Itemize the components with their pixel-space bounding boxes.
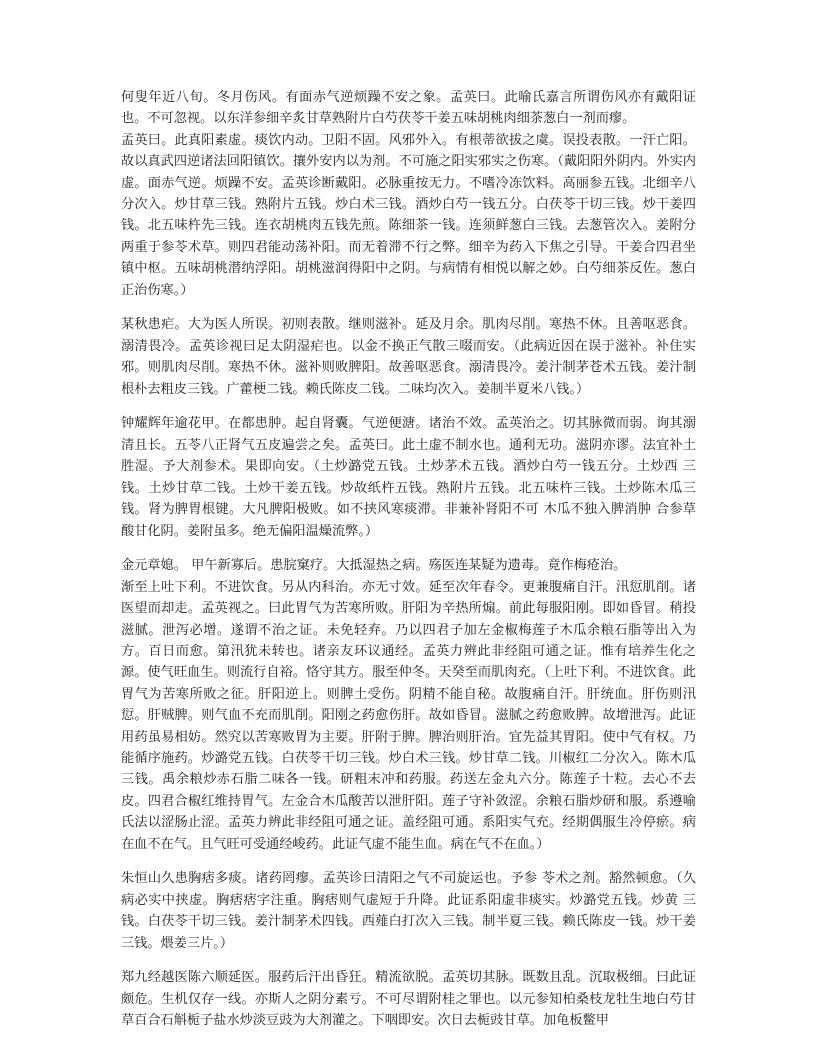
case-record-4 bbox=[121, 555, 696, 855]
case-record-2 bbox=[121, 314, 696, 400]
case-3-paragraph-1: 钟耀辉年逾花甲。在都患肿。起自肾囊。气逆便溏。诸治不效。孟英治之。切其脉微而弱。询其溺清且长。五苓八正肾气五皮遍尝之矣。孟英曰。此土虚不制水也。通利无功。滋阴亦谬。法宜补土胜湿。予大剂参术。果即向安。（土炒潞党五钱。土炒茅术五钱。酒炒白芍一钱五分。土炒西 三钱。土炒甘草二钱。土炒干姜五钱。炒故纸杵五钱。熟附片五钱。北五味杵三钱。土炒陈木瓜三钱。肾为脾胃根键。大凡脾阳极败。如不挟风寒痰滞。非兼补肾阳不可 木瓜不独入脾消肿 合参草 酸甘化阴。姜附虽多。绝无偏阳温燥流弊。） bbox=[121, 416, 701, 539]
document-page bbox=[121, 87, 701, 1045]
case-5-paragraph-1: 朱恒山久患胸痞多痰。诸药罔瘳。孟英诊曰清阳之气不司旋运也。予参 苓术之剂。豁然顿愈。（久病必实中挟虚。胸痞痞字注重。胸痞则气虚短于升降。此证系阳虚非痰实。炒潞党五钱。炒黄 三钱。白茯苓干切三钱。姜汁制茅术四钱。西薤白打次入三钱。制半夏三钱。赖氏陈皮一钱。炒干姜三钱。煨姜三片。） bbox=[121, 871, 696, 951]
case-record-5 bbox=[121, 868, 696, 954]
case-record-6 bbox=[121, 967, 696, 1031]
case-1-paragraph-2: 孟英曰。此真阳素虚。痰饮内动。卫阳不固。风邪外入。有根蒂欲拔之虞。误投表散。一汗亡阳。故以真武四逆诸法回阳镇饮。攘外安内以为剂。不可施之阳实邪实之伤寒。（戴阳阳外阴内。外实内虚。面赤气逆。烦躁不安。孟英诊断戴阳。必脉重按无力。不嗜冷冻饮料。高丽参五钱。北细辛八分次入。炒甘草三钱。熟附片五钱。炒白术三钱。酒炒白芍一钱五分。白茯苓干切三钱。炒干姜四钱。北五味杵先三钱。连衣胡桃肉五钱先煎。陈细茶一钱。连须鲜葱白三钱。去葱管次入。姜附分两重于参苓术草。则四君能动荡补阳。而无着滞不行之弊。细辛为药入下焦之引导。干姜合四君坐镇中枢。五味胡桃潜纳浮阳。胡桃滋润得阳中之阴。与病情有相悦以解之妙。白芍细茶反佐。葱白正治伤寒。） bbox=[121, 132, 696, 298]
case-1-paragraph-1: 何叟年近八旬。冬月伤风。有面赤气逆烦躁不安之象。孟英曰。此喻氏嘉言所谓伤风亦有戴阳证也。不可忽视。以东洋参细辛炙甘草熟附片白芍茯苓干姜五味胡桃肉细茶葱白一剂而瘳。 bbox=[121, 90, 696, 127]
case-4-paragraph-1: 金元章媳。 甲午新寡后。患脘窠疗。大抵湿热之病。殇医连某疑为遗毒。竟作梅疮治。 bbox=[121, 558, 627, 574]
case-record-3 bbox=[121, 413, 701, 541]
case-4-paragraph-2: 渐至上吐下利。不进饮食。另从内科治。亦无寸效。延至次年春令。更兼腹痛自汗。汛愆肌削。诸医望而却走。孟英视之。曰此胃气为苦寒所败。肝阳为辛热所煽。前此每服阳刚。即如昏冒。稍投滋腻。泄泻必增。遂谓不治之证。未免轻弃。乃以四君子加左金椒梅莲子木瓜余粮石脂等出入为方。百日而愈。第汛犹未转也。诸亲友环议通经。孟英力辨此非经阻可通之证。惟有培养生化之源。使气旺血生。则流行自裕。恪守其方。服至仲冬。天癸至而肌肉充。（上吐下利。不进饮食。此胃气为苦寒所败之征。肝阳逆上。则脾土受伤。阴精不能自秘。故腹痛自汗。肝统血。肝伤则汛愆。肝贼脾。则气血不充而肌削。阳刚之药愈伤肝。故如昏冒。滋腻之药愈败脾。故增泄泻。此证用药虽易相妨。然究以苦寒败胃为主要。肝附于脾。脾治则肝治。宜先益其胃阳。使中气有权。乃能循序施药。炒潞党五钱。白茯苓干切三钱。炒白术三钱。炒甘草二钱。川椒红二分次入。陈木瓜三钱。禹余粮炒赤石脂二味各一钱。研粗末冲和药服。药送左金丸六分。陈莲子十粒。去心不去皮。四君合椒红维持胃气。左金合木瓜酸苦以泄肝阳。莲子守补敛涩。余粮石脂炒研和服。系遵喻氏法以涩肠止涩。孟英力辨此非经阻可通之证。盖经阻可通。系阳实气充。经期偶服生冷停瘀。病在血不在气。且气旺可受通经峻药。此证气虚不能生血。病在气不在血。） bbox=[121, 579, 696, 852]
case-record-1 bbox=[121, 87, 696, 301]
case-6-paragraph-1: 郑九经越医陈六顺延医。服药后汗出昏狂。精流欲脱。孟英切其脉。既数且乱。沉取极细。曰此证颇危。生机仅存一线。亦斯人之阴分素亏。不可尽谓附桂之罪也。以元参知柏桑枝龙牡生地白芍甘草百合石斛栀子盐水炒淡豆豉为大剂灌之。下咽即安。次日去栀豉甘草。加龟板鳖甲 bbox=[121, 970, 696, 1029]
case-2-paragraph-1: 某秋患疟。大为医人所误。初则表散。继则滋补。延及月余。肌肉尽削。寒热不休。且善呕恶食。溺清畏冷。孟英诊视曰足太阴湿疟也。以金不换正气散三啜而安。（此病近因在误于滋补。补住实邪。则肌肉尽削。寒热不休。滋补则败脾阳。故善呕恶食。溺清畏冷。姜汁制茅苍术五钱。姜汁制根朴去粗皮三钱。广藿梗二钱。赖氏陈皮二钱。二味均次入。姜制半夏米八钱。） bbox=[121, 317, 696, 397]
